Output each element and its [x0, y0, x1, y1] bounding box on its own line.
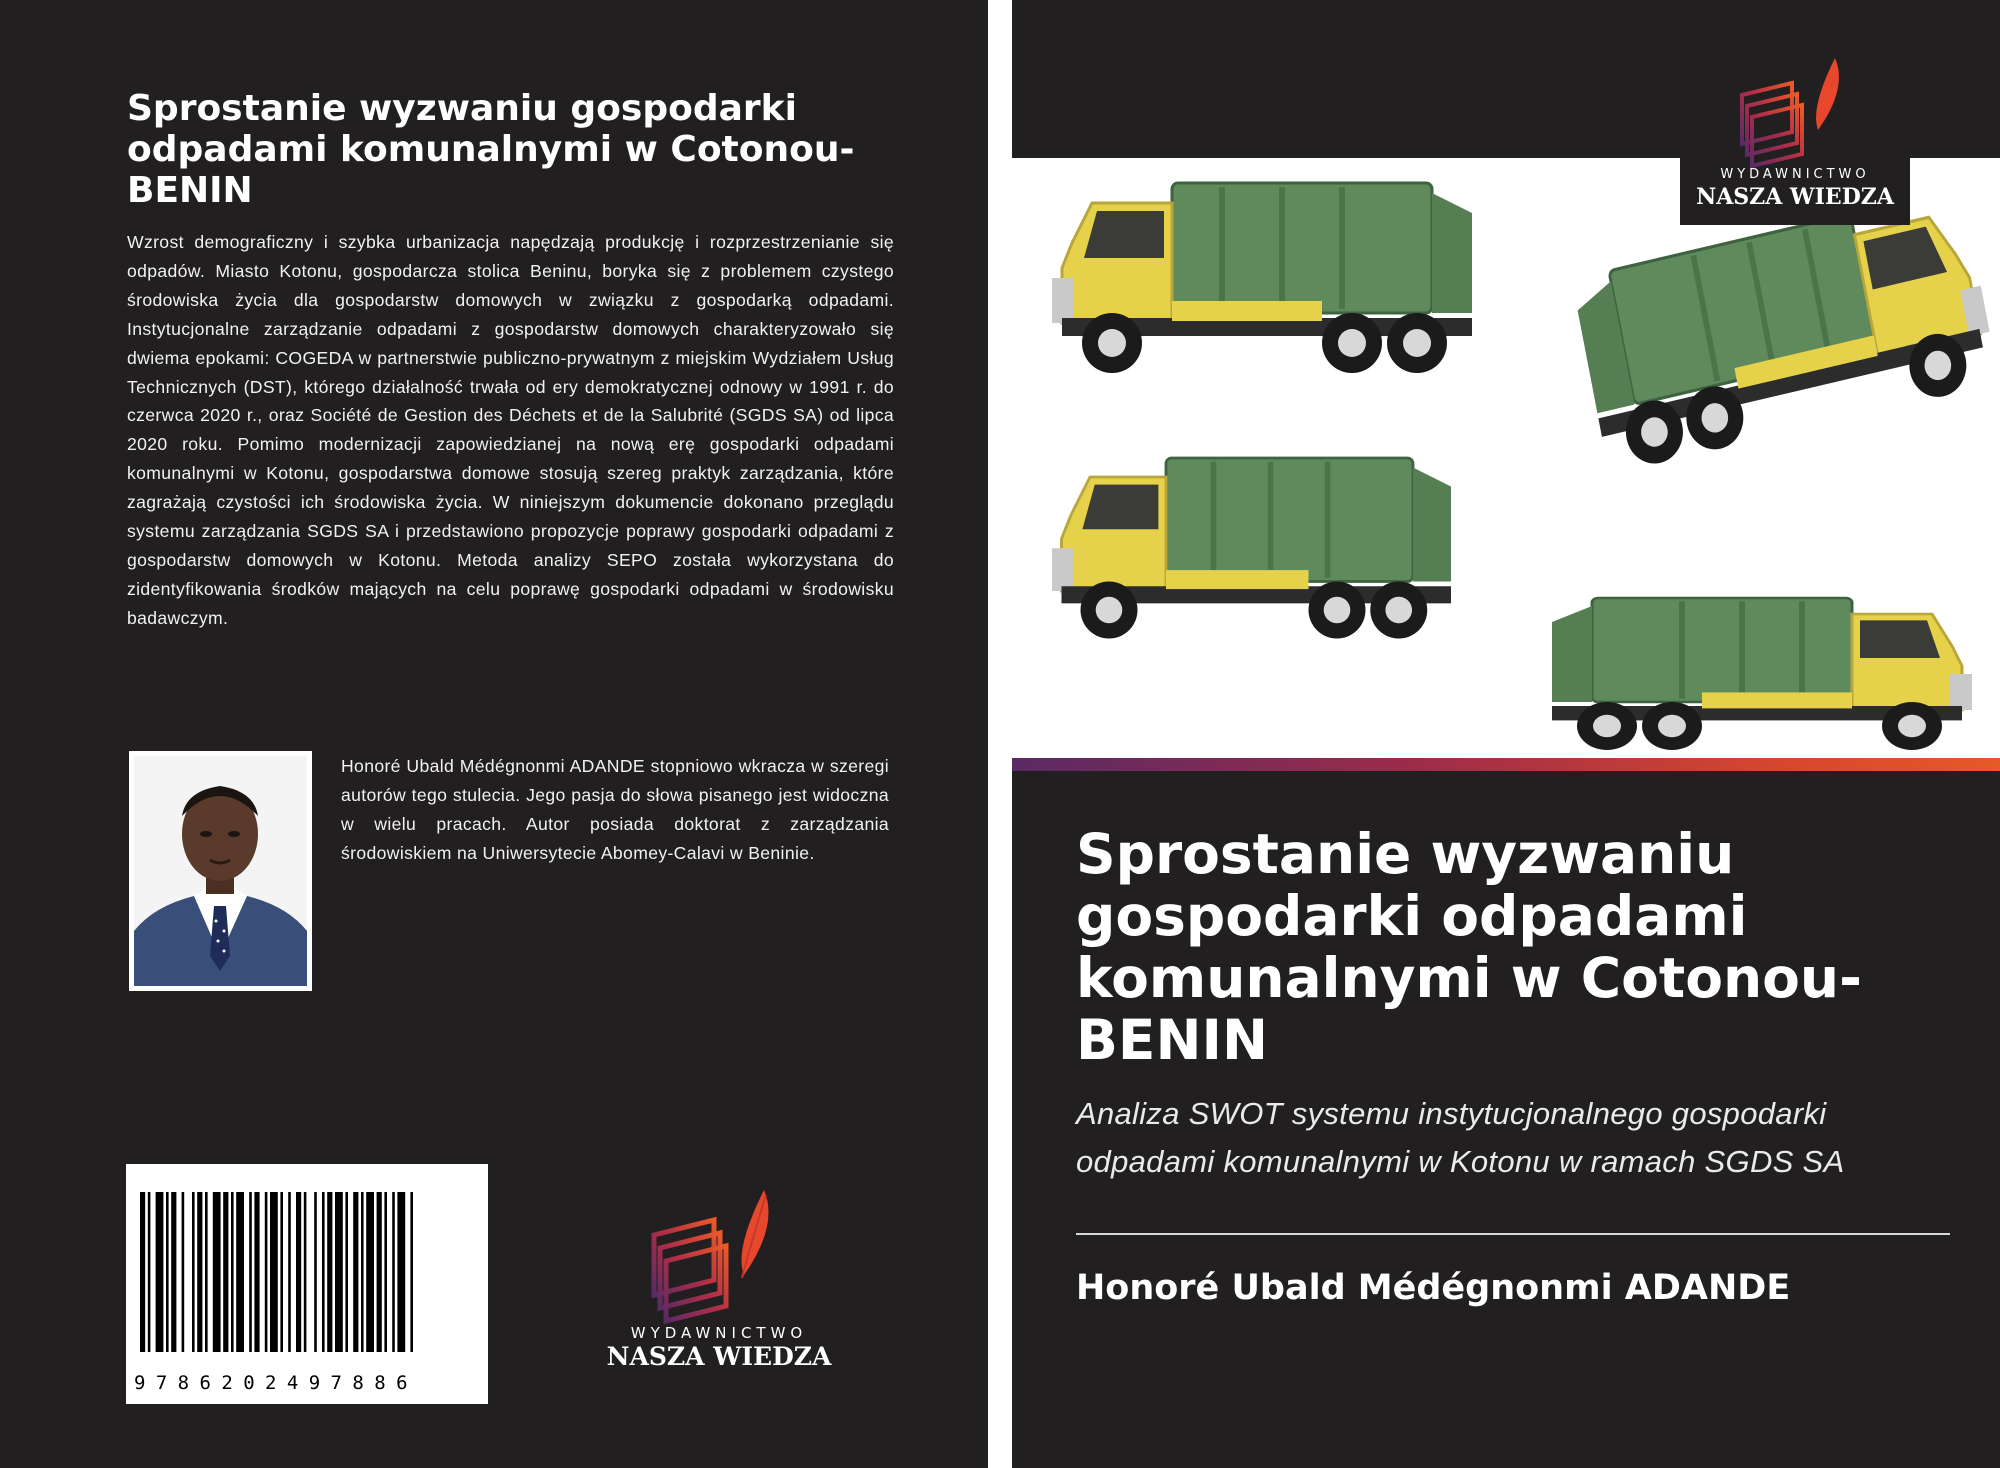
accent-stripe — [1012, 758, 2000, 771]
front-publisher-brand: NASZA WIEDZA — [1696, 184, 1894, 210]
barcode-bar — [270, 1192, 278, 1352]
barcode-bar — [213, 1192, 221, 1352]
front-cover — [1012, 0, 2000, 1468]
barcode-bar — [296, 1192, 301, 1352]
barcode-bar — [335, 1192, 343, 1352]
barcode-bar — [366, 1192, 374, 1352]
barcode-bar — [236, 1192, 244, 1352]
barcode-bar — [192, 1192, 195, 1352]
barcode-bar — [205, 1192, 208, 1352]
barcode-bar — [353, 1192, 358, 1352]
front-publisher-word: WYDAWNICTWO — [1720, 167, 1870, 182]
isbn-barcode — [126, 1164, 488, 1404]
barcode-bar — [223, 1192, 228, 1352]
publisher-logo-icon — [594, 1180, 844, 1370]
author-portrait-illustration — [134, 756, 307, 986]
barcode-bar — [384, 1192, 387, 1352]
front-cover-title: Sprostanie wyzwaniu gospodarki odpadami komunalnymi w Cotonou-BENIN — [1076, 822, 1862, 1072]
barcode-bar — [254, 1192, 259, 1352]
publisher-logo-icon — [1680, 50, 1910, 225]
back-cover — [0, 0, 988, 1468]
barcode-bar — [280, 1192, 283, 1352]
barcode-bar — [148, 1192, 151, 1352]
barcode-bar — [249, 1192, 252, 1352]
barcode-bar — [304, 1192, 307, 1352]
front-cover-author: Honoré Ubald Médégnonmi ADANDE — [1076, 1268, 1791, 1308]
garbage-truck-illustration — [1012, 158, 2000, 758]
publisher-brand: NASZA WIEDZA — [606, 1342, 832, 1370]
barcode-icon — [126, 1164, 488, 1374]
barcode-bar — [377, 1192, 382, 1352]
barcode-bar — [322, 1192, 325, 1352]
divider — [1076, 1233, 1950, 1235]
barcode-bar — [166, 1192, 169, 1352]
truck-illustration-svg — [1012, 158, 2000, 758]
barcode-bar — [327, 1192, 332, 1352]
barcode-bar — [314, 1192, 317, 1352]
back-cover-description: Wzrost demograficzny i szybka urbanizacja napędzają produkcję i rozprzestrzenianie się odpadów. Miasto Kotonu, gospodarcza stolica Beninu, boryka się z problemem czystego środowiska życia dla gospodarstw domowych w związku z gospodarką odpadami. Instytucjonalne zarządzanie odpadami z gospodarstw domowych charakteryzowało się dwiema epokami: COGEDA w partnerstwie publiczno-prywatnym z miejskim Wydziałem Usług Technicznych (DST), którego działalność trwała od ery demokratycznej odnowy w 1991 r. do czerwca 2020 r., oraz Société de Gestion des Déchets et de la Salubrité (SGDS SA) od lipca 2020 roku. Pomimo modernizacji zapowiedzianej na nową erę gospodarki odpadami komunalnymi w Kotonu, gospodarstwa domowe stosują szereg praktyk zarządzania, które zagrażają czystości ich środowiska życia. W niniejszym dokumencie dokonano przeglądu systemu zarządzania SGDS SA i przedstawiono propozycje poprawy gospodarki odpadami z gospodarstw domowych w Kotonu. Metoda analizy SEPO została wykorzystana do zidentyfikowania środków mających na celu poprawę gospodarki odpadami w środowisku badawczym. — [127, 232, 894, 628]
author-bio: Honoré Ubald Médégnonmi ADANDE stopniowo wkracza w szeregi autorów tego stulecia. Jego pasja do słowa pisanego jest widoczna w wielu pracach. Autor posiada doktorat z zarządzania środowiskiem na Uniwersytecie Abomey-Calavi w Beninie. — [341, 756, 889, 863]
spine-gap — [988, 0, 1012, 1468]
barcode-bar — [197, 1192, 202, 1352]
barcode-bar — [410, 1192, 413, 1352]
barcode-bar — [182, 1192, 185, 1352]
barcode-bar — [231, 1192, 234, 1352]
barcode-bar — [288, 1192, 291, 1352]
barcode-bar — [345, 1192, 348, 1352]
barcode-bar — [156, 1192, 164, 1352]
barcode-bar — [265, 1192, 268, 1352]
barcode-bar — [392, 1192, 395, 1352]
back-cover-title: Sprostanie wyzwaniu gospodarki odpadami komunalnymi w Cotonou-BENIN — [127, 88, 855, 211]
barcode-bar — [140, 1192, 145, 1352]
barcode-bar — [361, 1192, 364, 1352]
front-cover-subtitle: Analiza SWOT systemu instytucjonalnego gospodarki odpadami komunalnymi w Kotonu w ramach SGDS SA — [1076, 1096, 1845, 1179]
barcode-bar — [171, 1192, 176, 1352]
author-photo — [129, 751, 312, 991]
barcode-bar — [397, 1192, 405, 1352]
publisher-word: WYDAWNICTWO — [630, 1324, 808, 1342]
isbn-digits: 9786202497886 — [134, 1372, 418, 1394]
